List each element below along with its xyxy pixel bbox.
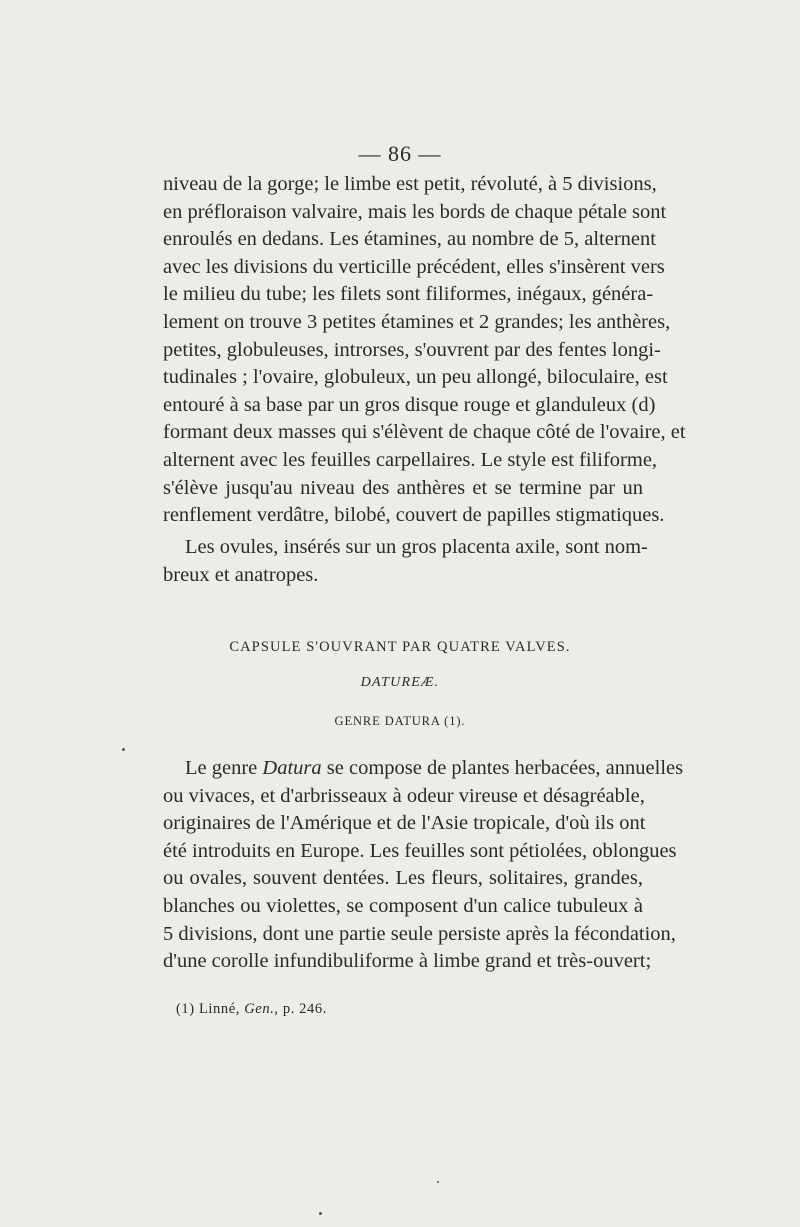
footnote: [176, 999, 327, 1019]
footnote-italic: Gen.: [244, 1001, 275, 1017]
text-line: petites, globuleuses, introrses, s'ouvrent par des fentes longi-: [163, 338, 661, 361]
footnote-marker: (1): [176, 1001, 195, 1017]
paper-speck: [437, 1181, 439, 1183]
text-line: breux et anatropes.: [163, 563, 319, 586]
text-line: le milieu du tube; les filets sont filiformes, inégaux, généra-: [163, 283, 654, 306]
paragraph-datura-genus: [163, 755, 684, 976]
text-line: d'une corolle infundibuliforme à limbe grand et très-ouvert;: [163, 950, 652, 973]
text-line: s'élève jusqu'au niveau des anthères et se termine par un: [163, 476, 643, 499]
text-line: 5 divisions, dont une partie seule persiste après la fécondation,: [163, 922, 676, 945]
text-line: formant deux masses qui s'élèvent de chaque côté de l'ovaire, et: [163, 421, 686, 444]
text-line: originaires de l'Amérique et de l'Asie tropicale, d'où ils ont: [163, 812, 646, 835]
genus-name-italic: Datura: [262, 757, 322, 779]
paper-speck: [122, 748, 125, 751]
text-line: en préfloraison valvaire, mais les bords de chaque pétale sont: [163, 200, 667, 223]
text-line: Les ovules, insérés sur un gros placenta axile, sont nom-: [185, 536, 648, 558]
family-heading: DATUREÆ.: [360, 675, 440, 690]
text-line: lement on trouve 3 petites étamines et 2 grandes; les anthères,: [163, 310, 671, 333]
paragraph-anthers-ovary: [163, 171, 686, 530]
paper-speck: [319, 1212, 322, 1215]
page-number: — 86 —: [358, 141, 442, 166]
text-line: renflement verdâtre, bilobé, couvert de papilles stigmatiques.: [163, 504, 665, 527]
text-line-first: [163, 755, 684, 783]
text-fragment: se compose de plantes herbacées, annuelles: [321, 757, 684, 779]
footnote-text: Linné,: [194, 1001, 245, 1017]
footnote-text: , p. 246.: [274, 1001, 327, 1017]
text-line: avec les divisions du verticille précédent, elles s'insèrent vers: [163, 255, 665, 278]
text-fragment: Le genre: [185, 757, 263, 779]
text-line: enroulés en dedans. Les étamines, au nombre de 5, alternent: [163, 228, 656, 251]
text-line: ou vivaces, et d'arbrisseaux à odeur vireuse et désagréable,: [163, 784, 645, 807]
section-heading: CAPSULE S'OUVRANT PAR QUATRE VALVES.: [229, 639, 571, 655]
text-line: blanches ou violettes, se composent d'un calice tubuleux à: [163, 894, 643, 917]
text-line: tudinales ; l'ovaire, globuleux, un peu allongé, biloculaire, est: [163, 366, 668, 389]
paragraph-ovules: [163, 534, 648, 589]
text-line: alternent avec les feuilles carpellaires. Le style est filiforme,: [163, 448, 658, 471]
text-line: ou ovales, souvent dentées. Les fleurs, solitaires, grandes,: [163, 867, 643, 890]
text-line: été introduits en Europe. Les feuilles sont pétiolées, oblongues: [163, 839, 677, 862]
text-line: niveau de la gorge; le limbe est petit, révoluté, à 5 divisions,: [163, 173, 657, 195]
text-line: entouré à sa base par un gros disque rouge et glanduleux (d): [163, 393, 656, 416]
genus-heading: GENRE DATURA (1).: [334, 714, 466, 728]
